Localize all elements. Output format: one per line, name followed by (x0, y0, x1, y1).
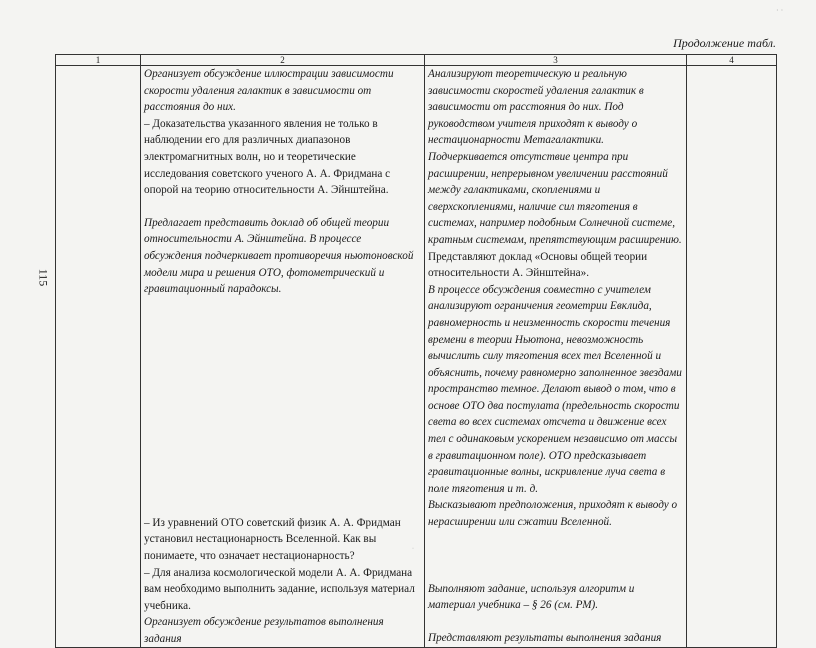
teacher-text: – Доказательства указанного явления не только в наблюдении его для различных диапазонов электромагнитных волн, но и теоретические исследования советского ученого А. А. Фридмана с опорой на теорию относительности А. Эйнштейна. (144, 117, 391, 197)
notes-cell (687, 66, 777, 648)
student-text: Представляют доклад «Основы общей теории относительности А. Эйнштейна». (428, 250, 648, 280)
teacher-activity-cell (141, 66, 425, 648)
student-text: Выполняют задание, используя алгоритм и материал учебника – § 26 (см. РМ). (428, 582, 635, 612)
student-text: Представляют результаты выполнения задания (428, 631, 662, 644)
teacher-text: Организует обсуждение иллюстрации зависимости скорости удаления галактик в зависимости от расстояния до них. (144, 68, 394, 114)
student-activity-cell (425, 66, 687, 648)
page-number: 115 (36, 268, 51, 287)
student-text: Анализируют теоретическую и реальную зависимости скоростей удаления галактик в зависимости от расстояния до них. Под руководством учителя приходят к выводу о нестационарности Метагалактики. Подчеркивается отсутствие центра при расширении, непрерывном увеличении расстояний между галактиками, скоплениями и сверхскоплениями, наличие сил тяготения в системах, например подобным Солнечной системе, кратным системам, препятствующим расширению. (428, 68, 682, 246)
lesson-table (55, 54, 777, 648)
continuation-label: Продолжение табл. (673, 36, 776, 50)
column-number-2: 2 (141, 55, 425, 66)
teacher-text: – Для анализа космологической модели А. А. Фридмана вам необходимо выполнить задание, используя материал учебника. (144, 566, 415, 612)
stage-cell (56, 66, 141, 648)
teacher-text: Предлагает представить доклад об общей теории относительности А. Эйнштейна. В процессе обсуждения подчеркивает противоречия ньютоновской модели мира и решения ОТО, фотометрический и гравитационный парадоксы. (144, 216, 414, 296)
column-number-1: 1 (56, 55, 141, 66)
column-number-3: 3 (425, 55, 687, 66)
scan-mark: · (412, 546, 414, 552)
column-number-row (56, 55, 777, 66)
student-text: Высказывают предположения, приходят к выводу о нерасширении или сжатии Вселенной. (428, 499, 678, 529)
column-number-4: 4 (687, 55, 777, 66)
teacher-text: – Из уравнений ОТО советский физик А. А. Фридман установил нестационарность Вселенной. Как вы понимаете, что означает нестационарность? (144, 516, 401, 562)
corner-marks: · · (776, 6, 784, 15)
teacher-text: Организует обсуждение результатов выполнения задания (144, 616, 384, 645)
student-text: В процессе обсуждения совместно с учителем анализируют ограничения геометрии Евклида, равномерность и неизменность скорости течения времени в теории Ньютона, невозможность вычислить силу тяготения всех тел Вселенной и объяснить, почему равномерно заполненное звездами пространство темное. Делают вывод о том, что в основе ОТО два постулата (предельность скорости света во всех системах отсчета и движение всех тел с одинаковым ускорением независимо от массы в гравитационном поле). ОТО предсказывает гравитационные волны, искривление луча света в поле тяготения и т. д. (428, 283, 682, 495)
content-row (56, 66, 777, 648)
